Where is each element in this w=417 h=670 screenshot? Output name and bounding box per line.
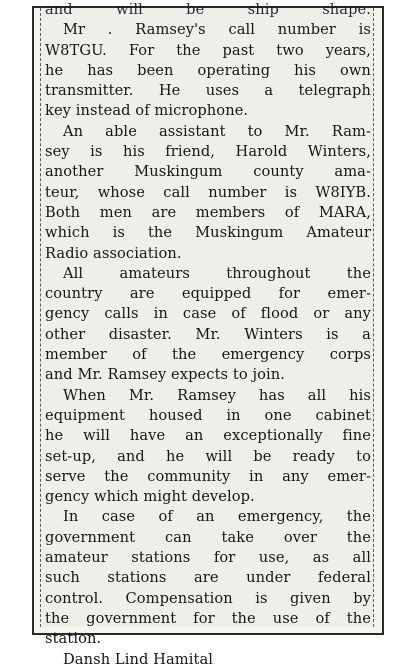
article-line: teur, whose call number is W8IYB.: [45, 183, 371, 201]
article-line: gency which might develop.: [45, 488, 255, 506]
paragraph-government: [45, 507, 371, 649]
article-line: transmitter. He uses a telegraph: [45, 82, 371, 100]
article-line: An able assistant to Mr. Ram-: [63, 122, 371, 140]
article-line: set-up, and he will be ready to: [45, 447, 371, 465]
article-line: When Mr. Ramsey has all his: [63, 386, 371, 404]
article-line: In case of an emergency, the: [63, 508, 371, 526]
article-line: member of the emergency corps: [45, 346, 371, 364]
article-line: other disaster. Mr. Winters is a: [45, 325, 371, 343]
article-line: gency calls in case of flood or any: [45, 305, 371, 323]
article-line: serve the community in any emer-: [45, 467, 371, 485]
article-line: the government for the use of the: [45, 609, 371, 627]
article-line: control. Compensation is given by: [45, 589, 371, 607]
article-line: he has been operating his own: [45, 61, 371, 79]
article-line: equipment housed in one cabinet: [45, 406, 371, 424]
clipping-frame: [32, 1, 384, 668]
article-line: key instead of microphone.: [45, 102, 249, 120]
article-line: Radio association.: [45, 244, 182, 262]
article-line: another Muskingum county ama-: [45, 163, 371, 181]
newspaper-clipping: [40, 1, 374, 668]
article-line: amateur stations for use, as all: [45, 549, 371, 567]
article-line: country are equipped for emer-: [45, 285, 371, 303]
paragraph-call-number: [45, 20, 371, 121]
article-line: sey is his friend, Harold Winters,: [45, 143, 371, 161]
article-line: W8TGU. For the past two years,: [45, 41, 371, 59]
paragraph-emergency-equipment: [45, 264, 371, 386]
article-line: station.: [45, 630, 102, 648]
article-line: All amateurs throughout the: [63, 264, 371, 282]
article-column: [45, 0, 371, 670]
article-line: which is the Muskingum Amateur: [45, 224, 371, 242]
cut-bottom-line: Dansh Lind Hamital: [63, 650, 214, 668]
article-line: and Mr. Ramsey expects to join.: [45, 366, 285, 384]
paragraph-assistant: [45, 122, 371, 264]
article-line: Both men are members of MARA,: [45, 203, 371, 221]
article-line: such stations are under federal: [45, 569, 371, 587]
article-line: Mr . Ramsey's call number is: [63, 21, 371, 39]
cut-top-line: and will be ship shape.: [45, 1, 371, 18]
paragraph-cabinet: [45, 386, 371, 508]
article-line: he will have an exceptionally fine: [45, 427, 371, 445]
article-line: government can take over the: [45, 528, 371, 546]
